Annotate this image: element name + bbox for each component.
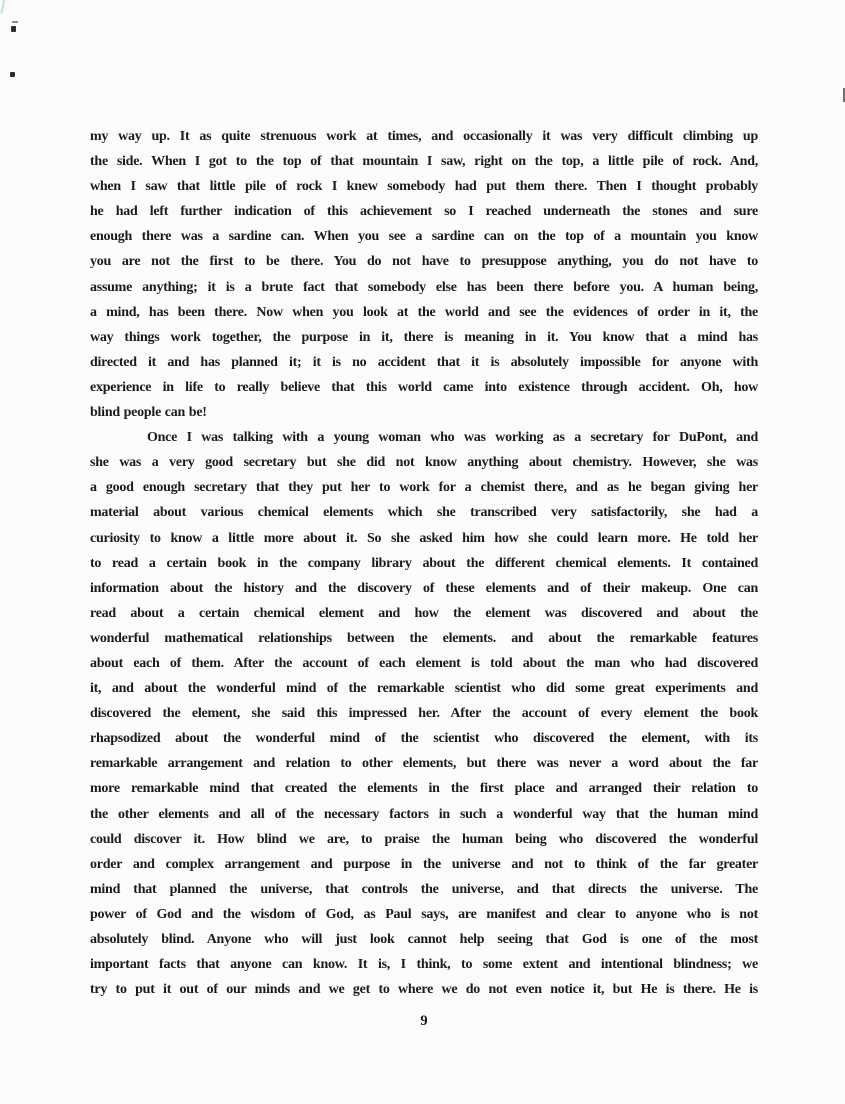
text-line: when I saw that little pile of rock I knew somebody had put them there. Then I thought probably <box>90 179 758 195</box>
text-line: wonderful mathematical relationships between the elements. and about the remarkable features <box>90 630 758 646</box>
text-line: it, and about the wonderful mind of the remarkable scientist who did some great experiments and <box>90 681 758 697</box>
text-line: to read a certain book in the company library about the different chemical elements. It contained <box>90 555 758 571</box>
text-line: remarkable arrangement and relation to other elements, but there was never a word about the far <box>90 756 758 772</box>
text-line: information about the history and the discovery of these elements and of their makeup. One can <box>90 580 758 596</box>
text-line: blind people can be! <box>90 405 207 421</box>
text-line: a good enough secretary that they put her to work for a chemist there, and as he began giving her <box>90 480 758 496</box>
scan-speck <box>11 26 16 32</box>
text-line: mind that planned the universe, that controls the universe, and that directs the universe. The <box>90 881 758 897</box>
text-line: directed it and has planned it; it is no accident that it is absolutely impossible for anyone with <box>90 354 758 370</box>
text-line: Once I was talking with a young woman who was working as a secretary for DuPont, and <box>147 430 758 446</box>
text-line: order and complex arrangement and purpose in the universe and not to think of the far greater <box>90 856 758 872</box>
page-number: 9 <box>420 1013 428 1029</box>
text-line: a mind, has been there. Now when you look at the world and see the evidences of order in it, the <box>90 304 758 320</box>
text-line: enough there was a sardine can. When you see a sardine can on the top of a mountain you know <box>90 229 758 245</box>
text-line: try to put it out of our minds and we get to where we do not even notice it, but He is there. He is <box>90 982 758 998</box>
text-line: the other elements and all of the necessary factors in such a wonderful way that the human mind <box>90 806 758 822</box>
text-line: she was a very good secretary but she did not know anything about chemistry. However, she was <box>90 455 758 471</box>
text-line: curiosity to know a little more about it. So she asked him how she could learn more. He told her <box>90 530 758 546</box>
text-line: rhapsodized about the wonderful mind of the scientist who discovered the element, with its <box>90 731 758 747</box>
text-line: material about various chemical elements which she transcribed very satisfactorily, she had a <box>90 505 758 521</box>
text-line: power of God and the wisdom of God, as Paul says, are manifest and clear to anyone who is not <box>90 906 758 922</box>
text-line: about each of them. After the account of each element is told about the man who had discovered <box>90 655 758 671</box>
text-line: experience in life to really believe that this world came into existence through accident. Oh, how <box>90 379 758 395</box>
text-line: my way up. It as quite strenuous work at times, and occasionally it was very difficult climbing up <box>90 129 758 144</box>
text-line: way things work together, the purpose in it, there is meaning in it. You know that a mind has <box>90 329 758 345</box>
text-line: could discover it. How blind we are, to praise the human being who discovered the wonderful <box>90 831 758 847</box>
scan-speck <box>10 72 15 77</box>
text-line: assume anything; it is a brute fact that somebody else has been there before you. A human being, <box>90 279 758 295</box>
text-line: read about a certain chemical element and how the element was discovered and about the <box>90 605 758 621</box>
text-line: discovered the element, she said this impressed her. After the account of every element the book <box>90 706 758 722</box>
text-line: absolutely blind. Anyone who will just look cannot help seeing that God is one of the most <box>90 932 758 947</box>
text-line: the side. When I got to the top of that mountain I saw, right on the top, a little pile of rock. And, <box>90 154 758 170</box>
text-line: important facts that anyone can know. It is, I think, to some extent and intentional blindness; we <box>90 957 758 973</box>
text-line: he had left further indication of this achievement so I reached underneath the stones and sure <box>90 204 758 220</box>
text-line: more remarkable mind that created the elements in the first place and arranged their relation to <box>90 781 758 797</box>
paragraph <box>90 124 758 425</box>
text-line: you are not the first to be there. You do not have to presuppose anything, you do not have to <box>90 254 758 270</box>
paragraph <box>90 425 758 1002</box>
scan-corner-artifact <box>0 0 5 14</box>
text-block <box>90 124 758 1002</box>
